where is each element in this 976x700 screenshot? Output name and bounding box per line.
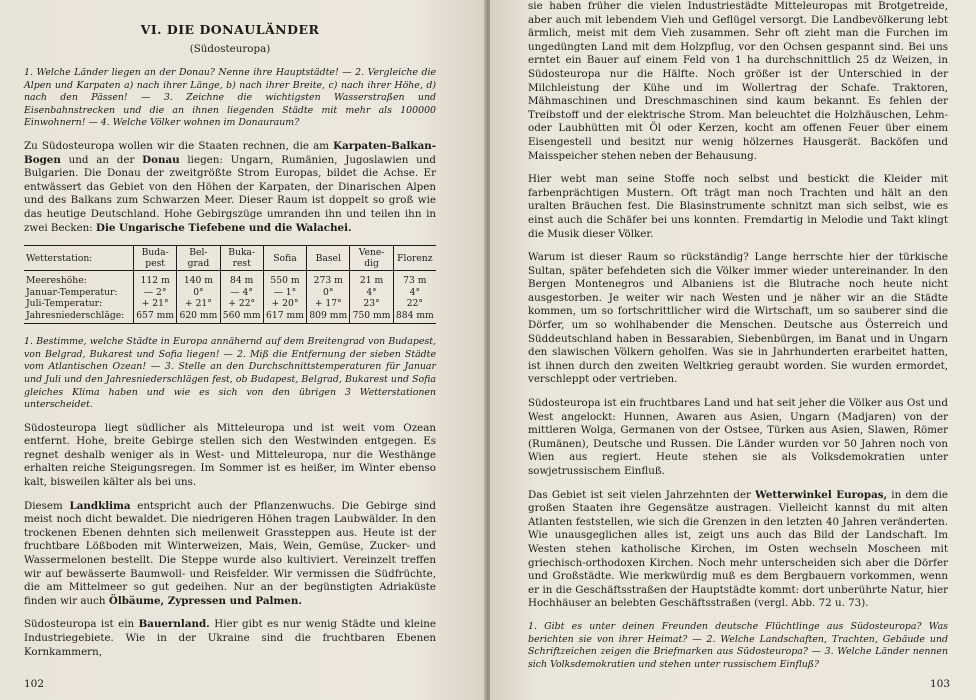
- table-row: [24, 310, 436, 324]
- table-header-station: Buka- rest: [220, 246, 263, 271]
- table-cell: — 4°: [220, 287, 263, 299]
- paragraph-climate: Südosteuropa liegt südlicher als Mitteleuropa und ist weit vom Ozean entfernt. Hohe, breite Gebirge stellen sich den Westwinden entgegen. Es regnet deshalb weniger als in West- und Mitteleuropa, nur die Westhänge erhalten reiche Steigungsregen. Im Sommer ist es heißer, im Winter ebenso kalt, bisweilen kälter als bei uns.: [24, 421, 436, 489]
- exercise-questions-2: 1. Bestimme, welche Städte in Europa annähernd auf dem Breitengrad von Budapest, von Belgrad, Bukarest und Sofia liegen! — 2. Miß die Entfernung der sieben Städte vom Atlantischen Ozean! — 3. Stelle an den Durchschnittstemperaturen für Januar und Juli und den Jahresniederschlägen fest, ob Budapest, Belgrad, Bukarest und Sofia gleiches Klima haben und wie es sich von den übrigen 3 Wetterstationen unterscheidet.: [24, 336, 436, 411]
- table-header-station: Buda- pest: [134, 246, 177, 271]
- paragraph-politics: [528, 489, 948, 611]
- bold-term: Landklima: [69, 499, 131, 512]
- table-cell: 0°: [177, 287, 220, 299]
- table-cell: 4°: [350, 287, 393, 299]
- table-body: [24, 271, 436, 324]
- table-header-station: Vene- dig: [350, 246, 393, 271]
- table-cell: — 1°: [263, 287, 306, 299]
- table-cell: 0°: [307, 287, 350, 299]
- table-cell: + 21°: [134, 298, 177, 310]
- table-row: [24, 298, 436, 310]
- table-cell: 809 mm: [307, 310, 350, 324]
- right-page: [490, 0, 976, 700]
- table-cell: 21 m: [350, 271, 393, 287]
- paragraph-agriculture: sie haben früher die vielen Industriestädte Mitteleuropas mit Brotgetreide, aber auch mit lebendem Vieh und Geflügel versorgt. Die Landbevölkerung lebt ärmlich, meist mit dem Vieh zusammen. Sehr oft zieht man die Furchen im ungedüngten Land mit dem Holzpflug, vor den Ochsen gespannt sind. Bei uns erntet ein Bauer auf einem Feld von 1 ha durchschnittlich 25 dz Weizen, in Südosteuropa nur die Hälfte. Noch größer ist der Unterschied in der Milchleistung der Kühe und im Wollertrag der Schafe. Traktoren, Mähmaschinen und Dreschmaschinen sind kaum bekannt. Es fehlen der Treibstoff und der elektrische Strom. Man beleuchtet die Holzhäuschen, Lehm- oder Laubhütten mit Öl oder Kerzen, kocht am offenen Feuer über einem Eisengestell und besitzt nur wenig hölzernes Hausgerät. Backöfen und Maisspeicher stehen neben der Behausung.: [528, 0, 948, 162]
- table-cell: 112 m: [134, 271, 177, 287]
- bold-term: Donau: [142, 153, 180, 166]
- left-column: [24, 8, 436, 669]
- table-header-station: Basel: [307, 246, 350, 271]
- table-header-station: Sofia: [263, 246, 306, 271]
- weather-station-table: [24, 245, 436, 324]
- table-header-label: Wetterstation:: [24, 246, 134, 271]
- table-cell: 4°: [393, 287, 436, 299]
- page-number-right: 103: [929, 678, 950, 690]
- paragraph-geography: [24, 140, 436, 235]
- table-cell: 620 mm: [177, 310, 220, 324]
- chapter-subtitle: (Südosteuropa): [189, 43, 271, 55]
- table-row-label: Juli-Temperatur:: [26, 298, 103, 310]
- text-run: entspricht auch der Pflanzenwuchs. Die Gebirge sind meist noch dicht bewaldet. Die niedrigeren Höhen tragen Laubwälder. In den trockenen Ebenen dehnten sich meilenweit Grassteppen aus. Heute ist der fruchtbare Lößboden mit Winterweizen, Mais, Wein, Gemüse, Zucker- und Wassermelonen bestellt. Die Steppe wurde also kultiviert. Vereinzelt treffen wir auf bewässerte Baumwoll- und Reisfelder. Wir vermissen die Südfrüchte, die am Mittelmeer so gut gedeihen. Nur an der begünstigten Adriaküste finden wir auch: [24, 499, 436, 607]
- table-cell: 657 mm: [134, 310, 177, 324]
- table-header-station: Bel- grad: [177, 246, 220, 271]
- paragraph-vegetation: [24, 500, 436, 609]
- table-cell: 750 mm: [350, 310, 393, 324]
- text-run: Hier gibt es nur wenig Städte und kleine Industriegebiete. Wie in der Ukraine sind die fruchtbaren Ebenen Kornkammern,: [24, 618, 436, 658]
- text-run: liegen: Ungarn, Rumänien, Jugoslawien und Bulgarien. Die Donau der zweitgrößte Strom Europas, bildet die Achse. Er entwässert das Gebiet von den Höhen der Karpaten, der Dinarischen Alpen und des Balkans zum Schwarzen Meer. Dieser Raum ist doppelt so groß wie das heutige Deutschland. Hohe Gebirgszüge umranden ihn und teilen ihn in zwei Becken:: [24, 153, 436, 234]
- text-run: in dem die großen Staaten ihre Gegensätze austragen. Vielleicht kannst du mit alten Atlanten feststellen, wie sich die Grenzen in den letzten 40 Jahren veränderten. Wie unausgeglichen alles ist, zeigt uns auch das Bild der Landschaft. Im Westen stehen katholische Kirchen, im Osten wechseln Moscheen mit griechisch-orthodoxen Kirchen. Noch mehr unterscheiden sich aber die Dörfer und Großstädte. Wie merkwürdig muß es dem Bergbauern vorkommen, wenn er in die Geschäftsstraßen der Hauptstädte kommt: dort unberührte Natur, hier Hochhäuser an belebten Geschäftsstraßen (vergl. Abb. 72 u. 73).: [528, 488, 949, 610]
- text-run: und an der: [60, 153, 143, 166]
- page-number-left: 102: [24, 678, 45, 690]
- right-column: [528, 0, 948, 681]
- table-cell: + 17°: [307, 298, 350, 310]
- bold-term: Ölbäume, Zypressen und Palmen.: [108, 594, 302, 607]
- bold-term: Bauernland.: [138, 618, 210, 631]
- table-cell: + 22°: [220, 298, 263, 310]
- table-cell: — 2°: [134, 287, 177, 299]
- chapter-title: VI. DIE DONAULÄNDER: [140, 22, 320, 37]
- table-cell: 617 mm: [263, 310, 306, 324]
- table-cell: 73 m: [393, 271, 436, 287]
- table-cell: 273 m: [307, 271, 350, 287]
- paragraph-history: Warum ist dieser Raum so rückständig? Lange herrschte hier der türkische Sultan, später befehdeten sich die Völker immer wieder untereinander. In den Bergen Montenegros und Albaniens ist die Blutrache noch heute nicht ausgestorben. Je weiter wir nach Westen und je näher wir an die Städte kommen, um so fortschrittlicher wird die Wirtschaft, um so sauberer sind die Dörfer, um so wohlhabender die Menschen. Deutsche aus Österreich und Süddeutschland haben in Bessarabien, Siebenbürgen, im Banat und in Ungarn den slawischen Völkern geholfen. Was sie in Jahrhunderten erarbeitet hatten, ist ihnen durch den zweiten Weltkrieg geraubt worden. Sie wurden ermordet, verschleppt oder vertrieben.: [528, 251, 948, 386]
- table-cell: 23°: [350, 298, 393, 310]
- bold-term: Die Ungarische Tiefebene und die Walachei.: [96, 221, 352, 234]
- table-header-station: Florenz: [393, 246, 436, 271]
- text-run: Zu Südosteuropa wollen wir die Staaten rechnen, die am: [24, 139, 334, 152]
- table-row-label: Januar-Temperatur:: [26, 286, 118, 298]
- bold-term: Karpaten-Balkan-Bogen: [24, 139, 436, 166]
- table-header-row: [24, 246, 436, 271]
- table-row: [24, 287, 436, 299]
- table-row-label: Jahresniederschläge:: [24, 310, 134, 324]
- table-row: [24, 271, 436, 287]
- paragraph-farmland: [24, 618, 436, 659]
- bold-term: Wetterwinkel Europas,: [755, 488, 888, 501]
- exercise-questions-3: 1. Gibt es unter deinen Freunden deutsche Flüchtlinge aus Südosteuropa? Was berichten sie von ihrer Heimat? — 2. Welche Landschaften, Trachten, Gebäude und Schriftzeichen zeigen die Briefmarken aus Südosteuropa? — 3. Welche Länder nennen sich Volksdemokratien und stehen unter russischem Einfluß?: [528, 620, 948, 670]
- table-cell: + 21°: [177, 298, 220, 310]
- left-page: [0, 0, 486, 700]
- table-cell: 140 m: [177, 271, 220, 287]
- table-cell: 84 m: [220, 271, 263, 287]
- paragraph-peoples: Südosteuropa ist ein fruchtbares Land und hat seit jeher die Völker aus Ost und West angelockt: Hunnen, Awaren aus Asien, Ungarn (Madjaren) von der mittleren Wolga, Germanen von der Ostsee, Türken aus Asien, Slawen, Römer (Rumänen), Deutsche und Russen. Die Länder wurden vor 50 Jahren noch von Wien aus regiert. Heute stehen sie als Volksdemokratien unter sowjetrussischem Einfluß.: [528, 397, 948, 477]
- text-run: Diesem: [24, 499, 70, 512]
- table-row-label: Meereshöhe:: [26, 275, 87, 287]
- table-cell: + 20°: [263, 298, 306, 310]
- table-cell: 884 mm: [393, 310, 436, 324]
- exercise-questions-1: 1. Welche Länder liegen an der Donau? Nenne ihre Hauptstädte! — 2. Vergleiche die Alpen und Karpaten a) nach ihrer Länge, b) nach ihrer Breite, c) nach ihrer Höhe, d) nach den Pässen! — 3. Zeichne die wichtigsten Wasserstraßen und Eisenbahnstrecken und die an ihnen liegenden Städte mit mehr als 100000 Einwohnern! — 4. Welche Völker wohnen im Donauraum?: [24, 67, 436, 129]
- table-cell: 560 mm: [220, 310, 263, 324]
- text-run: Das Gebiet ist seit vielen Jahrzehnten der: [528, 488, 756, 501]
- table-cell: 550 m: [263, 271, 306, 287]
- paragraph-customs: Hier webt man seine Stoffe noch selbst und bestickt die Kleider mit farbenprächtigen Mustern. Oft trägt man noch Trachten und hält an den uralten Bräuchen fest. Die Blasinstrumente schnitzt man sich selbst, wie es einst auch die Schäfer bei uns konnten. Fremdartig in Melodie und Takt klingt die Musik dieser Völker.: [528, 173, 948, 240]
- text-run: Südosteuropa ist ein: [24, 618, 139, 631]
- table-cell: 22°: [393, 298, 436, 310]
